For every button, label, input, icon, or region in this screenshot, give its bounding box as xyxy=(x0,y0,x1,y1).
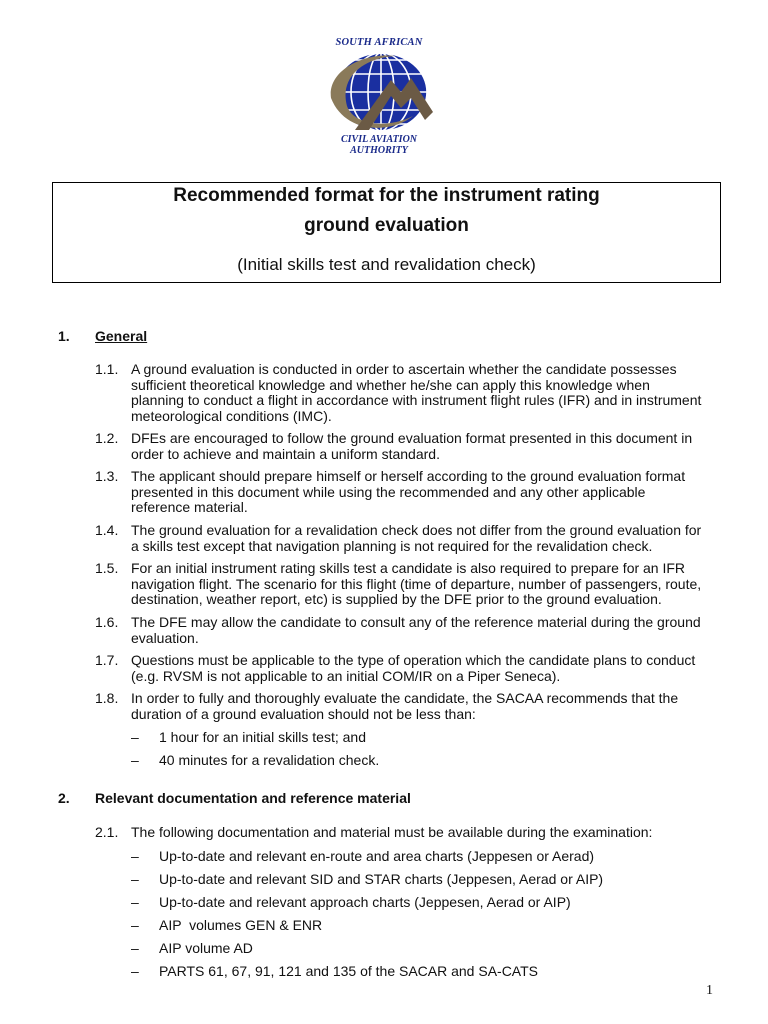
bullet-dash: – xyxy=(131,963,139,979)
bullet-item: PARTS 61, 67, 91, 121 and 135 of the SACAR and SA-CATS xyxy=(159,963,538,979)
bullet-item: 1 hour for an initial skills test; and xyxy=(159,729,366,745)
item-number: 1.5. xyxy=(95,560,119,576)
paragraph: The applicant should prepare himself or herself according to the ground evaluation format presented in this document while using the recommended and any other applicable reference material. xyxy=(131,468,686,515)
bullet-dash: – xyxy=(131,729,139,745)
section-title-general: General xyxy=(95,328,148,344)
subtitle: (Initial skills test and revalidation check) xyxy=(237,255,536,274)
paragraph: For an initial instrument rating skills test a candidate is also required to prepare for an IFR navigation flight. The scenario for this flight (time of departure, number of passengers, route, destination, weather report, etc) is supplied by the DFE prior to the ground evaluation. xyxy=(131,560,702,607)
bullet-item: Up-to-date and relevant SID and STAR charts (Jeppesen, Aerad or AIP) xyxy=(159,871,604,887)
bullet-item: AIP volumes GEN & ENR xyxy=(159,917,323,933)
section-number: 1. xyxy=(58,328,70,344)
bullet-dash: – xyxy=(131,848,139,864)
item-number: 1.4. xyxy=(95,522,119,538)
title-line-2: ground evaluation xyxy=(304,215,469,236)
title-box xyxy=(52,182,721,283)
paragraph: In order to fully and thoroughly evaluate the candidate, the SACAA recommends that the duration of a ground evaluation should not be less than: xyxy=(131,690,679,722)
item-number: 2.1. xyxy=(95,824,119,840)
item-number: 1.8. xyxy=(95,690,119,706)
paragraph: The following documentation and material must be available during the examination: xyxy=(131,824,653,840)
bullet-dash: – xyxy=(131,894,139,910)
item-number: 1.6. xyxy=(95,614,119,630)
globe-mountain-emblem xyxy=(325,50,433,134)
bullet-dash: – xyxy=(131,752,139,768)
bullet-item: Up-to-date and relevant approach charts (Jeppesen, Aerad or AIP) xyxy=(159,894,571,910)
paragraph: The DFE may allow the candidate to consult any of the reference material during the ground evaluation. xyxy=(131,614,701,646)
section-number: 2. xyxy=(58,790,70,806)
paragraph: DFEs are encouraged to follow the ground evaluation format presented in this document in order to achieve and maintain a uniform standard. xyxy=(131,430,693,462)
bullet-item: Up-to-date and relevant en-route and area charts (Jeppesen or Aerad) xyxy=(159,848,595,864)
logo-line-2: CIVIL AVIATION xyxy=(340,134,418,145)
bullet-dash: – xyxy=(131,940,139,956)
bullet-item: 40 minutes for a revalidation check. xyxy=(159,752,380,768)
section-title-documentation: Relevant documentation and reference material xyxy=(95,790,411,806)
bullet-item: AIP volume AD xyxy=(159,940,253,956)
logo-line-3: AUTHORITY xyxy=(350,145,408,156)
item-number: 1.2. xyxy=(95,430,119,446)
sacaa-logo xyxy=(318,32,440,164)
item-number: 1.7. xyxy=(95,652,119,668)
logo-line-1: SOUTH AFRICAN xyxy=(335,37,423,48)
paragraph: A ground evaluation is conducted in order to ascertain whether the candidate possesses sufficient theoretical knowledge and whether he/she can apply this knowledge when planning to conduct a flight in accordance with instrument flight rules (IFR) and in instrument meteorological conditions (IMC). xyxy=(131,361,702,424)
title-line-1: Recommended format for the instrument rating xyxy=(173,185,600,206)
page-number: 1 xyxy=(706,983,713,998)
paragraph: The ground evaluation for a revalidation check does not differ from the ground evaluation for a skills test except that navigation planning is not required for the revalidation check. xyxy=(131,522,702,554)
bullet-dash: – xyxy=(131,871,139,887)
item-number: 1.3. xyxy=(95,468,119,484)
paragraph: Questions must be applicable to the type of operation which the candidate plans to conduct (e.g. RVSM is not applicable to an initial COM/IR on a Piper Seneca). xyxy=(131,652,696,684)
bullet-dash: – xyxy=(131,917,139,933)
item-number: 1.1. xyxy=(95,361,119,377)
